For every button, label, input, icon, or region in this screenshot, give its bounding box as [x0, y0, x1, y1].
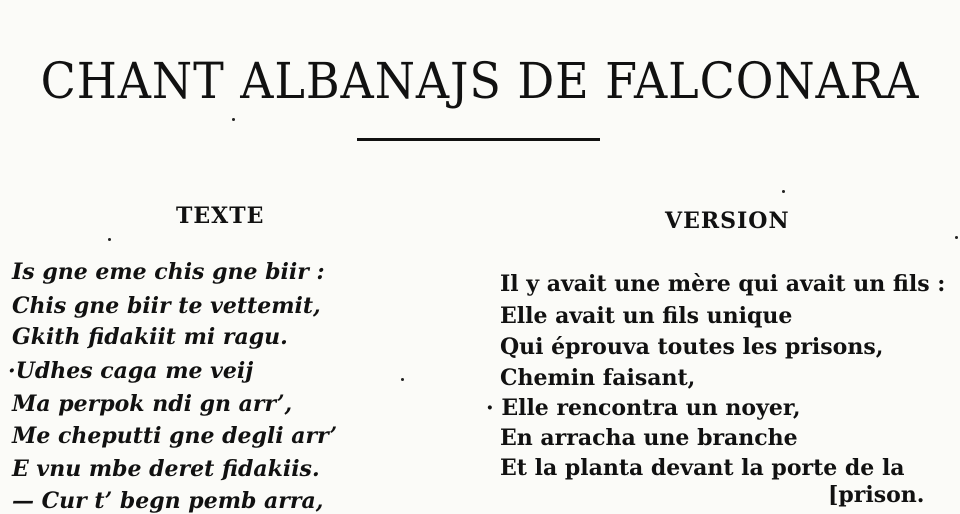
- texte-line: Is gne eme chis gne biir :: [12, 259, 325, 285]
- texte-line: Me cheputti gne degli arr’: [12, 423, 338, 449]
- version-heading: VERSION: [665, 208, 790, 234]
- page-title: CHANT ALBANAJS DE FALCONARA: [40, 52, 920, 110]
- texte-line: Ma perpok ndi gn arr’,: [12, 391, 293, 417]
- version-line: Chemin faisant,: [500, 365, 696, 391]
- version-line: Elle avait un fils unique: [500, 303, 793, 329]
- texte-line: Chis gne biir te vettemit,: [12, 293, 321, 319]
- print-speck: [108, 238, 111, 241]
- print-speck: [782, 190, 785, 193]
- print-speck: [955, 236, 958, 239]
- texte-heading: TEXTE: [176, 203, 265, 229]
- texte-line: ·Udhes caga me veij: [8, 358, 254, 384]
- version-line: En arracha une branche: [500, 425, 798, 451]
- version-line: [prison.: [828, 482, 925, 508]
- title-rule: [357, 138, 600, 141]
- texte-line: — Cur t’ begn pemb arra,: [12, 488, 324, 514]
- print-speck: [232, 118, 235, 121]
- texte-line: Gkith fidakiit mi ragu.: [12, 324, 288, 350]
- version-line: · Elle rencontra un noyer,: [486, 395, 801, 421]
- print-speck: [401, 378, 404, 381]
- texte-line: E vnu mbe deret fidakiis.: [12, 456, 320, 482]
- version-line: Il y avait une mère qui avait un fils :: [500, 271, 946, 297]
- version-line: Et la planta devant la porte de la: [500, 455, 905, 481]
- version-line: Qui éprouva toutes les prisons,: [500, 334, 884, 360]
